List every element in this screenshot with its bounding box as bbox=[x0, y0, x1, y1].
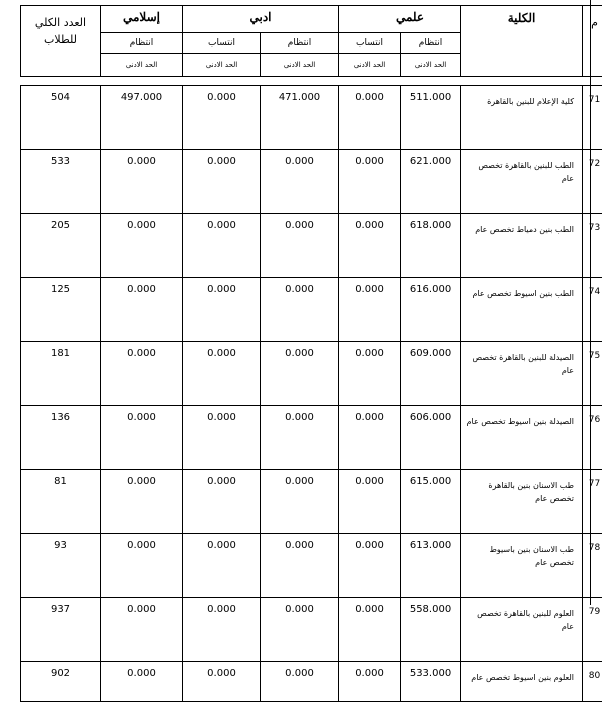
total-students-value: 136 bbox=[21, 406, 101, 470]
science-affiliation-value: 0.000 bbox=[339, 278, 401, 342]
total-students-value: 125 bbox=[21, 278, 101, 342]
college-name: الصيدلة للبنين بالقاهرة تخصص عام bbox=[461, 342, 583, 406]
islamic-regular-min-header: الحد الادنى bbox=[101, 54, 183, 77]
literary-regular-value: 0.000 bbox=[261, 406, 339, 470]
row-number: 71 bbox=[583, 86, 602, 150]
table-row bbox=[21, 86, 602, 150]
total-students-value: 533 bbox=[21, 150, 101, 214]
islamic-regular-value: 0.000 bbox=[101, 534, 183, 598]
college-name: الصيدلة بنين اسيوط تخصص عام bbox=[461, 406, 583, 470]
row-number: 75 bbox=[583, 342, 602, 406]
row-number: 78 bbox=[583, 534, 602, 598]
table-row bbox=[21, 342, 602, 406]
islamic-regular-value: 0.000 bbox=[101, 470, 183, 534]
science-affiliation-min-header: الحد الادنى bbox=[339, 54, 401, 77]
literary-affiliation-min-header: الحد الادنى bbox=[183, 54, 261, 77]
science-affiliation-value: 0.000 bbox=[339, 662, 401, 702]
literary-affiliation-value: 0.000 bbox=[183, 470, 261, 534]
total-students-value: 81 bbox=[21, 470, 101, 534]
group-science-header: علمي bbox=[339, 6, 461, 33]
group-literary-header: ادبي bbox=[183, 6, 339, 33]
literary-regular-value: 0.000 bbox=[261, 662, 339, 702]
literary-affiliation-value: 0.000 bbox=[183, 534, 261, 598]
col-total-header: العدد الكلي للطلاب bbox=[21, 6, 101, 77]
college-name: الطب بنين اسيوط تخصص عام bbox=[461, 278, 583, 342]
col-m-header: م bbox=[583, 6, 602, 77]
science-affiliation-value: 0.000 bbox=[339, 342, 401, 406]
literary-affiliation-value: 0.000 bbox=[183, 214, 261, 278]
islamic-regular-value: 0.000 bbox=[101, 150, 183, 214]
row-number: 80 bbox=[583, 662, 602, 702]
col-college-header: الكلية bbox=[461, 6, 583, 77]
total-students-value: 93 bbox=[21, 534, 101, 598]
literary-regular-value: 0.000 bbox=[261, 598, 339, 662]
row-number: 77 bbox=[583, 470, 602, 534]
college-name: الطب بنين دمياط تخصص عام bbox=[461, 214, 583, 278]
islamic-regular-value: 0.000 bbox=[101, 598, 183, 662]
literary-regular-value: 0.000 bbox=[261, 534, 339, 598]
science-affiliation-value: 0.000 bbox=[339, 406, 401, 470]
row-number: 76 bbox=[583, 406, 602, 470]
science-affiliation-value: 0.000 bbox=[339, 86, 401, 150]
literary-affiliation-value: 0.000 bbox=[183, 406, 261, 470]
total-students-value: 937 bbox=[21, 598, 101, 662]
science-regular-value: 558.000 bbox=[401, 598, 461, 662]
islamic-regular-value: 0.000 bbox=[101, 662, 183, 702]
science-affiliation-value: 0.000 bbox=[339, 214, 401, 278]
science-regular-min-header: الحد الادنى bbox=[401, 54, 461, 77]
islamic-regular-value: 0.000 bbox=[101, 342, 183, 406]
row-number: 79 bbox=[583, 598, 602, 662]
college-name: كلية الإعلام للبنين بالقاهرة bbox=[461, 86, 583, 150]
islamic-regular-value: 0.000 bbox=[101, 214, 183, 278]
literary-regular-min-header: الحد الادنى bbox=[261, 54, 339, 77]
college-name: العلوم بنين اسيوط تخصص عام bbox=[461, 662, 583, 702]
literary-regular-value: 0.000 bbox=[261, 214, 339, 278]
science-regular-value: 616.000 bbox=[401, 278, 461, 342]
science-regular-value: 609.000 bbox=[401, 342, 461, 406]
table-row bbox=[21, 534, 602, 598]
total-students-value: 205 bbox=[21, 214, 101, 278]
table-row bbox=[21, 150, 602, 214]
science-regular-value: 533.000 bbox=[401, 662, 461, 702]
literary-affiliation-value: 0.000 bbox=[183, 150, 261, 214]
literary-regular-value: 0.000 bbox=[261, 470, 339, 534]
literary-affiliation-header: انتساب bbox=[183, 33, 261, 54]
science-regular-value: 613.000 bbox=[401, 534, 461, 598]
row-number: 73 bbox=[583, 214, 602, 278]
table-row bbox=[21, 406, 602, 470]
row-number: 72 bbox=[583, 150, 602, 214]
literary-affiliation-value: 0.000 bbox=[183, 278, 261, 342]
science-affiliation-value: 0.000 bbox=[339, 534, 401, 598]
science-regular-value: 511.000 bbox=[401, 86, 461, 150]
science-affiliation-value: 0.000 bbox=[339, 150, 401, 214]
college-name: العلوم للبنين بالقاهرة تخصص عام bbox=[461, 598, 583, 662]
literary-regular-value: 471.000 bbox=[261, 86, 339, 150]
group-islamic-header: إسلامي bbox=[101, 6, 183, 33]
total-students-value: 504 bbox=[21, 86, 101, 150]
row-number: 74 bbox=[583, 278, 602, 342]
table-row bbox=[21, 470, 602, 534]
science-affiliation-header: انتساب bbox=[339, 33, 401, 54]
total-students-value: 902 bbox=[21, 662, 101, 702]
literary-affiliation-value: 0.000 bbox=[183, 86, 261, 150]
table-row bbox=[21, 598, 602, 662]
literary-regular-value: 0.000 bbox=[261, 150, 339, 214]
islamic-regular-value: 497.000 bbox=[101, 86, 183, 150]
college-name: الطب للبنين بالقاهرة تخصص عام bbox=[461, 150, 583, 214]
science-regular-value: 618.000 bbox=[401, 214, 461, 278]
science-regular-value: 606.000 bbox=[401, 406, 461, 470]
islamic-regular-header: انتظام bbox=[101, 33, 183, 54]
total-students-value: 181 bbox=[21, 342, 101, 406]
literary-regular-value: 0.000 bbox=[261, 342, 339, 406]
admission-table bbox=[20, 5, 602, 702]
literary-affiliation-value: 0.000 bbox=[183, 342, 261, 406]
literary-affiliation-value: 0.000 bbox=[183, 662, 261, 702]
table-row bbox=[21, 278, 602, 342]
science-regular-value: 621.000 bbox=[401, 150, 461, 214]
science-regular-value: 615.000 bbox=[401, 470, 461, 534]
college-name: طب الاسنان بنين بالقاهرة تخصص عام bbox=[461, 470, 583, 534]
header-spacer bbox=[21, 77, 602, 86]
literary-regular-value: 0.000 bbox=[261, 278, 339, 342]
science-regular-header: انتظام bbox=[401, 33, 461, 54]
science-affiliation-value: 0.000 bbox=[339, 598, 401, 662]
islamic-regular-value: 0.000 bbox=[101, 406, 183, 470]
table-row bbox=[21, 662, 602, 702]
college-name: طب الاسنان بنين باسيوط تخصص عام bbox=[461, 534, 583, 598]
literary-regular-header: انتظام bbox=[261, 33, 339, 54]
science-affiliation-value: 0.000 bbox=[339, 470, 401, 534]
table-row bbox=[21, 214, 602, 278]
islamic-regular-value: 0.000 bbox=[101, 278, 183, 342]
literary-affiliation-value: 0.000 bbox=[183, 598, 261, 662]
